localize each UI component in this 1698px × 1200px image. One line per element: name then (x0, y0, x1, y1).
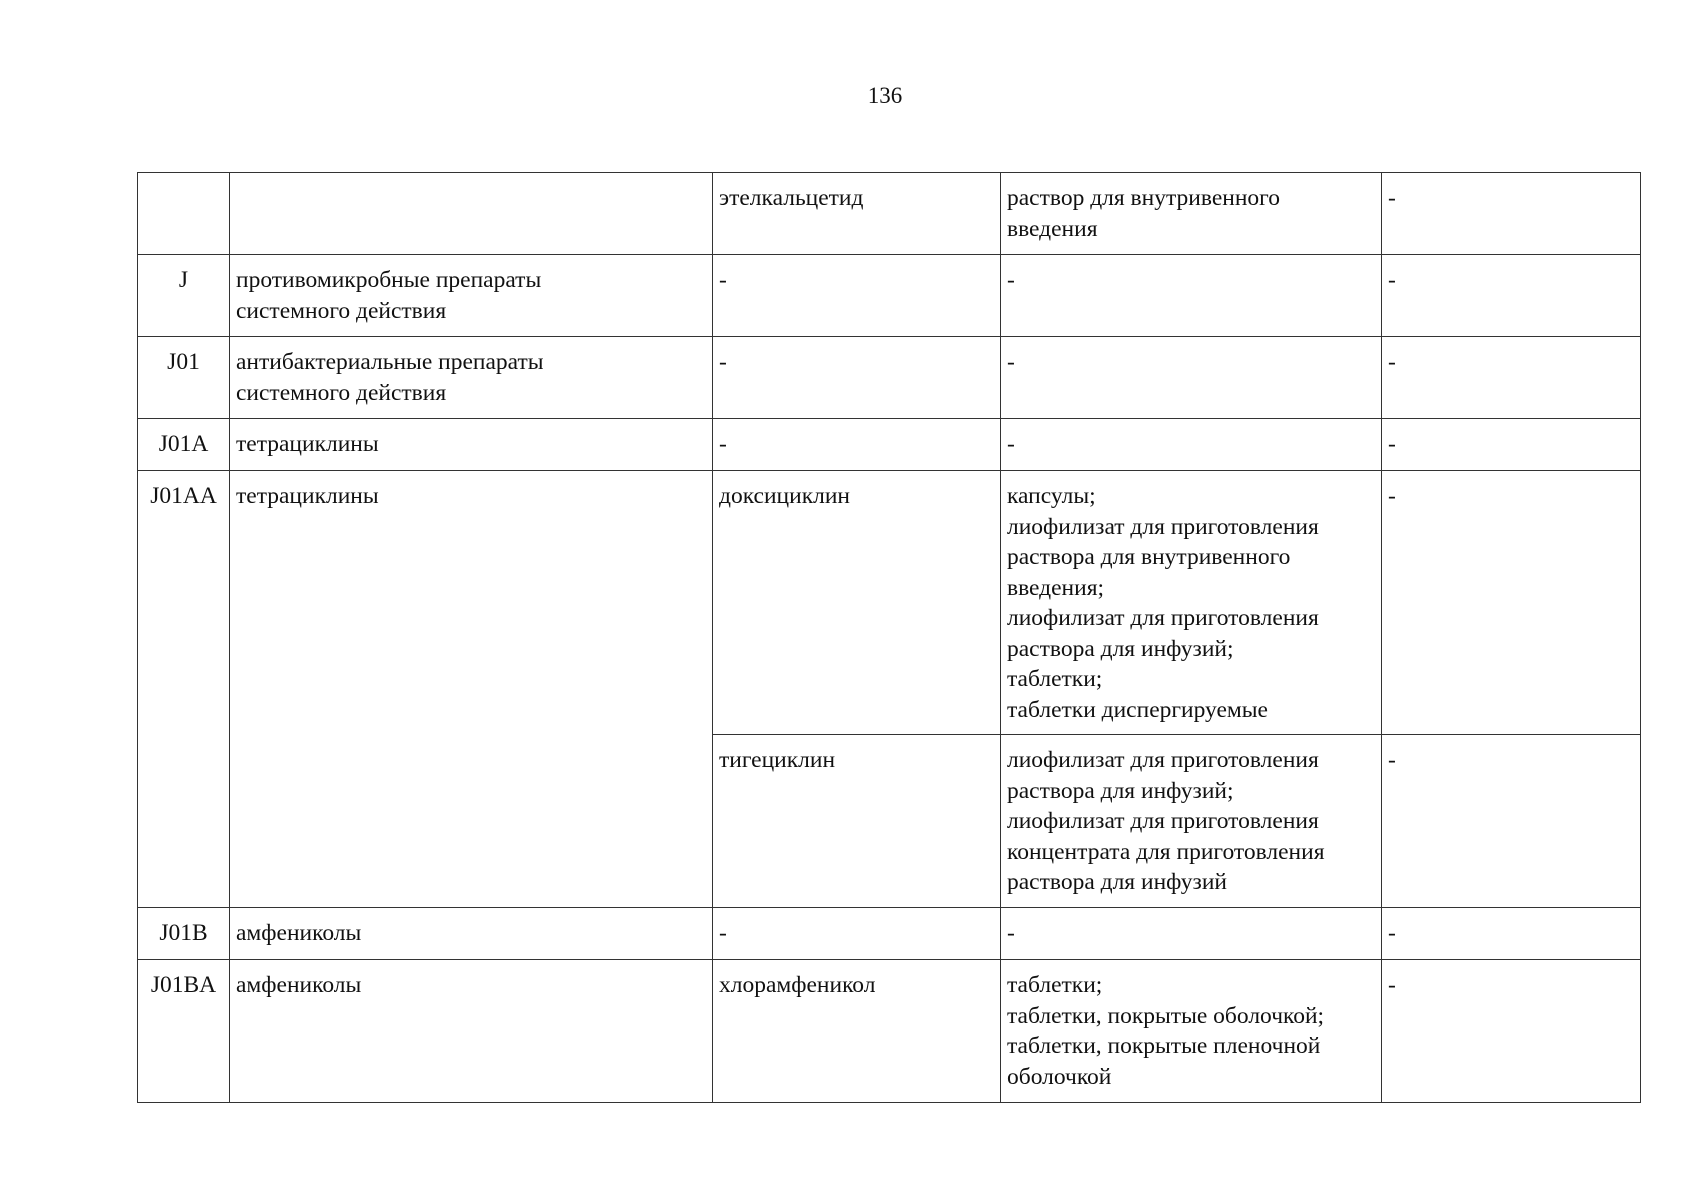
drug-name-cell: - (713, 419, 1001, 471)
group-name-cell: противомикробные препараты системного действия (230, 255, 713, 337)
atc-code-cell: J01AA (138, 471, 230, 908)
note-cell: - (1382, 337, 1641, 419)
atc-code-cell: J01A (138, 419, 230, 471)
dosage-form-cell: таблетки; таблетки, покрытые оболочкой; таблетки, покрытые пленочной оболочкой (1001, 960, 1382, 1103)
table-row (138, 419, 1641, 471)
dosage-form-cell: - (1001, 908, 1382, 960)
table-row (138, 960, 1641, 1103)
table-row (138, 173, 1641, 255)
drug-name-cell: - (713, 908, 1001, 960)
dosage-form-cell: - (1001, 255, 1382, 337)
drug-name-cell: - (713, 337, 1001, 419)
table-row (138, 337, 1641, 419)
drug-table (137, 172, 1641, 1103)
note-cell: - (1382, 255, 1641, 337)
note-cell: - (1382, 173, 1641, 255)
drug-name-cell: хлорамфеникол (713, 960, 1001, 1103)
note-cell: - (1382, 471, 1641, 735)
dosage-form-cell: - (1001, 337, 1382, 419)
table-row (138, 255, 1641, 337)
note-cell: - (1382, 735, 1641, 908)
dosage-form-cell: раствор для внутривенного введения (1001, 173, 1382, 255)
page-number: 136 (867, 83, 903, 108)
note-cell: - (1382, 960, 1641, 1103)
atc-code-cell: J01 (138, 337, 230, 419)
drug-name-cell: тигециклин (713, 735, 1001, 908)
atc-code-cell: J01BA (138, 960, 230, 1103)
dosage-form-cell: - (1001, 419, 1382, 471)
atc-code-cell (138, 173, 230, 255)
table-row (138, 908, 1641, 960)
note-cell: - (1382, 908, 1641, 960)
note-cell: - (1382, 419, 1641, 471)
drug-name-cell: - (713, 255, 1001, 337)
group-name-cell: тетрациклины (230, 419, 713, 471)
drug-name-cell: этелкальцетид (713, 173, 1001, 255)
table-row (138, 471, 1641, 735)
atc-code-cell: J (138, 255, 230, 337)
dosage-form-cell: лиофилизат для приготовления раствора для инфузий; лиофилизат для приготовления концентрата для приготовления раствора для инфузий (1001, 735, 1382, 908)
atc-code-cell: J01B (138, 908, 230, 960)
group-name-cell (230, 173, 713, 255)
group-name-cell: тетрациклины (230, 471, 713, 908)
dosage-form-cell: капсулы; лиофилизат для приготовления раствора для внутривенного введения; лиофилизат для приготовления раствора для инфузий; таблетки; таблетки диспергируемые (1001, 471, 1382, 735)
group-name-cell: амфениколы (230, 960, 713, 1103)
group-name-cell: амфениколы (230, 908, 713, 960)
group-name-cell: антибактериальные препараты системного действия (230, 337, 713, 419)
drug-name-cell: доксициклин (713, 471, 1001, 735)
